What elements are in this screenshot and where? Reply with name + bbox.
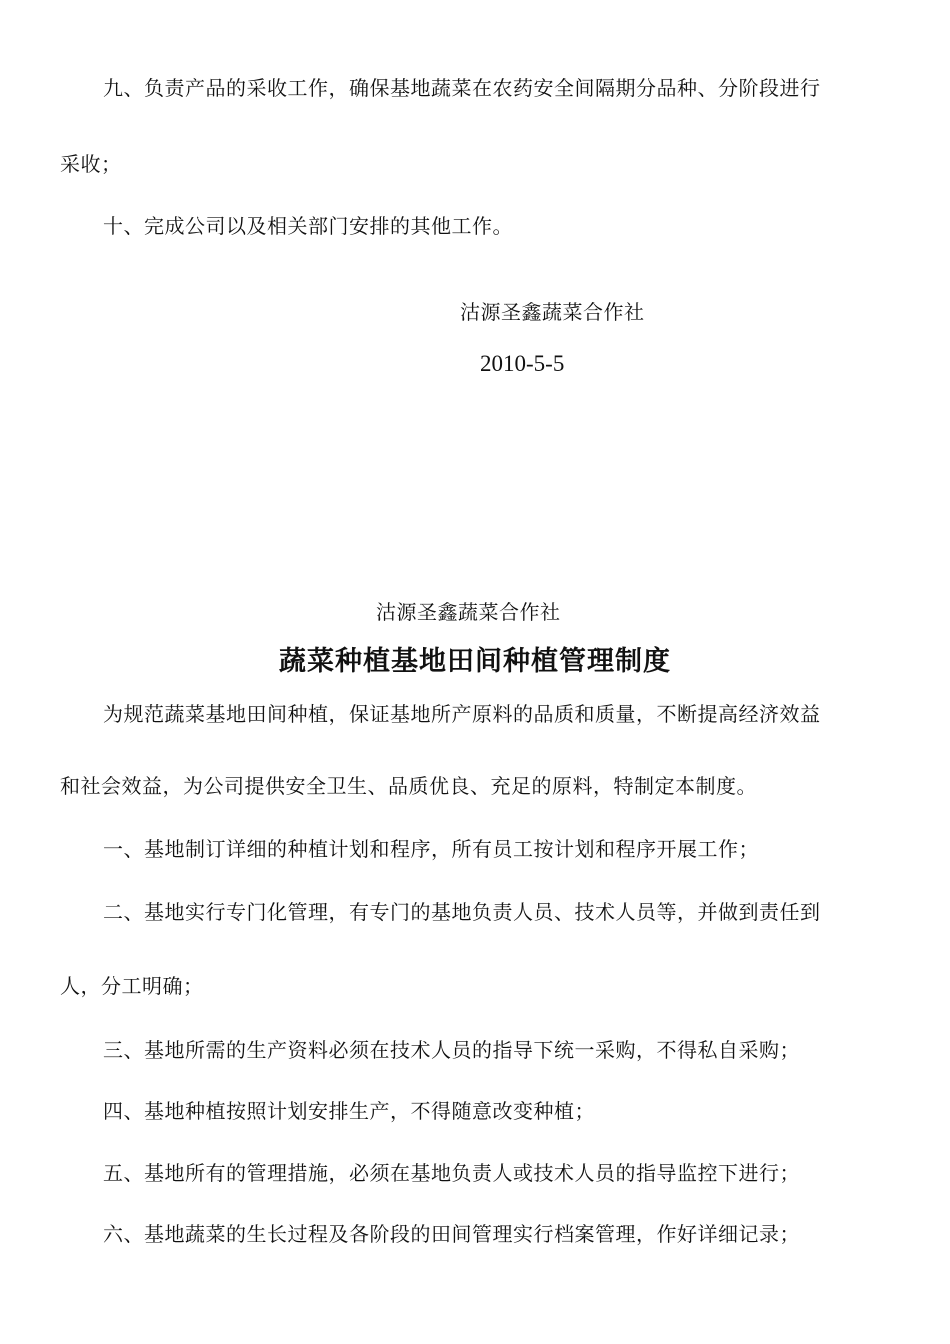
signature-date: 2010-5-5	[480, 351, 565, 376]
item-4: 四、基地种植按照计划安排生产，不得随意改变种植；	[103, 1099, 595, 1123]
item-6: 六、基地蔬菜的生长过程及各阶段的田间管理实行档案管理，作好详细记录；	[103, 1222, 800, 1246]
document-title: 蔬菜种植基地田间种植管理制度	[279, 646, 671, 677]
item-5: 五、基地所有的管理措施，必须在基地负责人或技术人员的指导监控下进行；	[103, 1161, 800, 1185]
item-2-line-2: 人，分工明确；	[60, 974, 204, 998]
intro-line-2: 和社会效益，为公司提供安全卫生、品质优良、充足的原料，特制定本制度。	[60, 774, 757, 798]
item-9-line-1: 九、负责产品的采收工作，确保基地蔬菜在农药安全间隔期分品种、分阶段进行	[103, 76, 821, 100]
item-3: 三、基地所需的生产资料必须在技术人员的指导下统一采购，不得私自采购；	[103, 1038, 800, 1062]
signature-organization: 沽源圣鑫蔬菜合作社	[460, 300, 645, 324]
item-1: 一、基地制订详细的种植计划和程序，所有员工按计划和程序开展工作；	[103, 837, 759, 861]
intro-line-1: 为规范蔬菜基地田间种植，保证基地所产原料的品质和质量，不断提高经济效益	[103, 702, 821, 726]
item-9-line-2: 采收；	[60, 152, 122, 176]
item-2-line-1: 二、基地实行专门化管理，有专门的基地负责人员、技术人员等，并做到责任到	[103, 900, 821, 924]
document-organization: 沽源圣鑫蔬菜合作社	[376, 600, 561, 624]
item-10: 十、完成公司以及相关部门安排的其他工作。	[103, 214, 513, 238]
